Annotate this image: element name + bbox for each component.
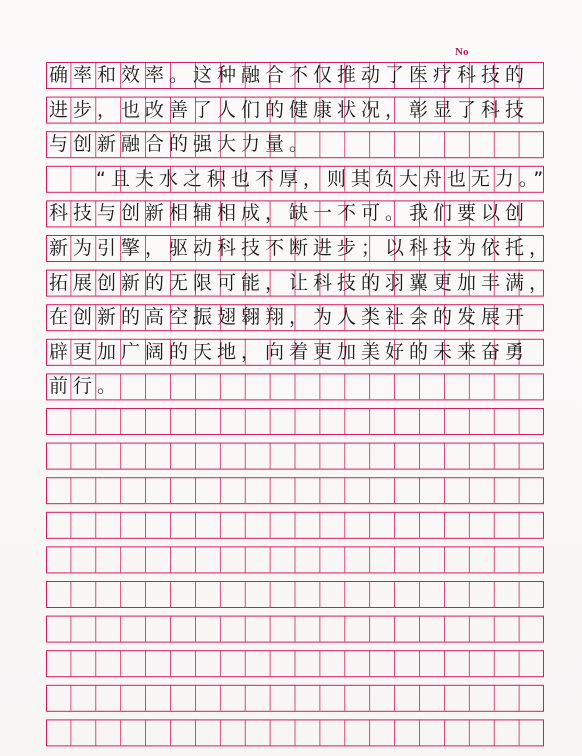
essay-line: 拓展创新的无限可能，让科技的羽翼更加丰满， [49, 271, 554, 294]
composition-grid [46, 62, 554, 754]
essay-line: 前行。 [49, 375, 122, 398]
essay-line: 新为引擎，驱动科技不断进步；以科技为依托， [49, 237, 554, 259]
essay-line: 在创新的高空振翅翱翔，为人类社会的发展开 [49, 306, 530, 329]
essay-line: 进步，也改善了人们的健康状况，彰显了科技 [49, 98, 530, 121]
essay-text [46, 62, 554, 754]
essay-line: 与创新融合的强大力量。 [49, 133, 314, 156]
essay-line: 辟更加广阔的天地，向着更加美好的未来奋勇 [49, 340, 530, 363]
essay-line: 确率和效率。这种融合不仅推动了医疗科技的 [49, 64, 530, 86]
number-label: No [455, 46, 469, 58]
essay-line: 科技与创新相辅相成，缺一不可。我们要以创 [49, 202, 530, 225]
essay-line: “且夫水之积也不厚，则其负大舟也无力。” [96, 167, 549, 190]
